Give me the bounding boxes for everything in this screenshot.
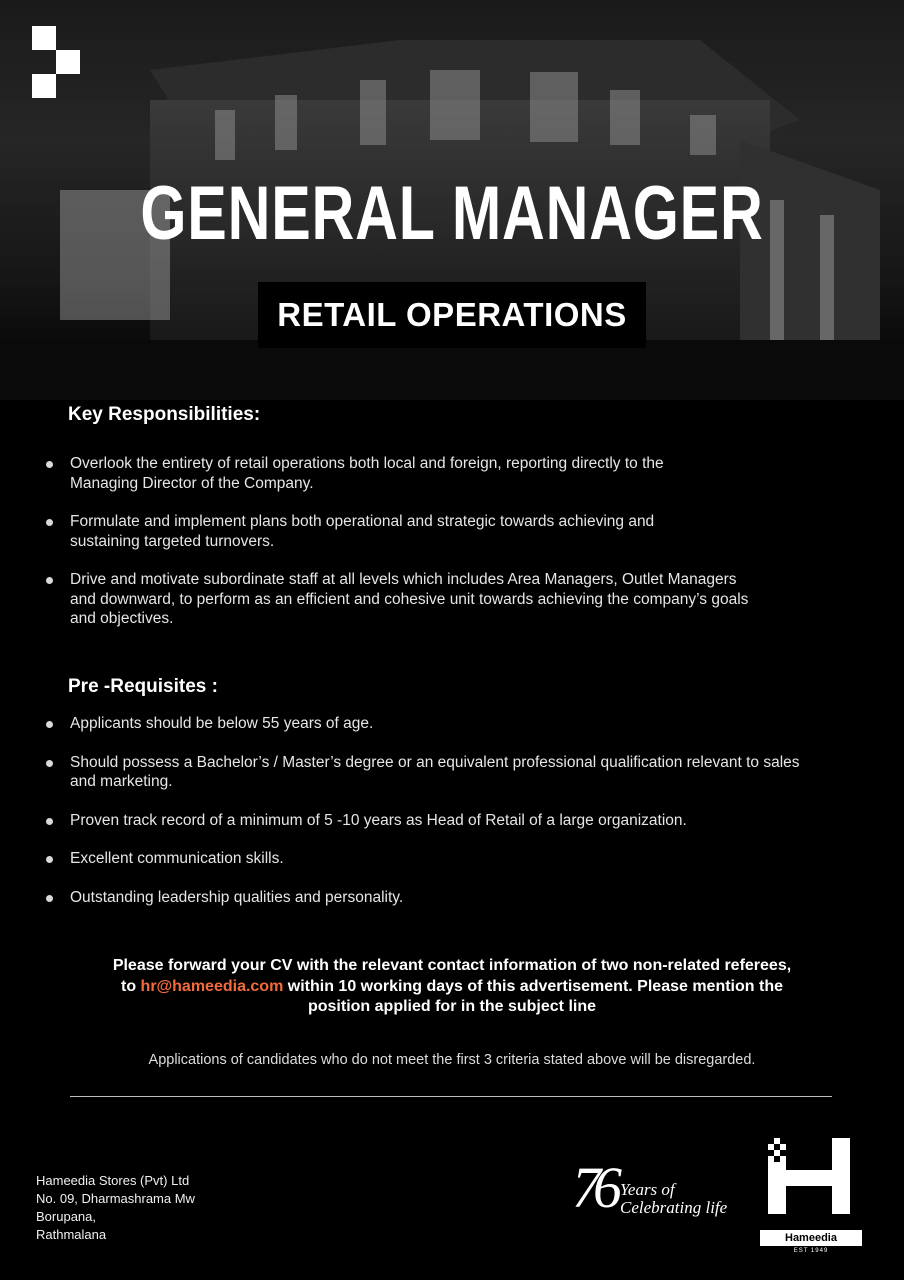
list-item: Excellent communication skills. bbox=[44, 849, 824, 869]
disregard-note: Applications of candidates who do not meet the first 3 criteria stated above will be disregarded. bbox=[148, 1052, 756, 1068]
brand-est: EST 1949 bbox=[793, 1248, 829, 1254]
list-item: Outstanding leadership qualities and personality. bbox=[44, 888, 824, 908]
h-crossbar bbox=[786, 1170, 832, 1186]
checker-logo-icon bbox=[32, 26, 80, 98]
company-address bbox=[36, 1172, 195, 1244]
list-item: Proven track record of a minimum of 5 -10 years as Head of Retail of a large organization. bbox=[44, 811, 824, 831]
list-item: Formulate and implement plans both operational and strategic towards achieving and sustaining targeted turnovers. bbox=[44, 512, 690, 551]
responsibilities-list bbox=[44, 454, 824, 629]
cta-line-2 bbox=[40, 977, 864, 998]
anniversary-number: 76 bbox=[572, 1155, 614, 1220]
address-line: No. 09, Dharmashrama Mw bbox=[36, 1191, 195, 1206]
checker-pattern bbox=[768, 1138, 786, 1162]
prerequisites-list bbox=[44, 714, 824, 907]
subtitle-banner bbox=[258, 282, 646, 348]
prerequisites-heading: Pre -Requisites : bbox=[68, 676, 218, 697]
divider bbox=[70, 1096, 832, 1097]
anniversary-line-1: Years of bbox=[620, 1180, 675, 1199]
brand-name: Hameedia bbox=[785, 1232, 837, 1244]
list-item: Applicants should be below 55 years of age. bbox=[44, 714, 824, 734]
page-title: GENERAL MANAGER bbox=[140, 171, 764, 256]
page-subtitle: RETAIL OPERATIONS bbox=[277, 296, 627, 333]
cta-line-1: Please forward your CV with the relevant contact information of two non-related referees, bbox=[112, 957, 792, 974]
anniversary-line-2: Celebrating life bbox=[620, 1198, 728, 1217]
application-instructions bbox=[40, 956, 864, 1018]
cta-line-2-rest: within 10 working days of this advertisement. Please mention the bbox=[283, 977, 783, 995]
list-item: Drive and motivate subordinate staff at all levels which includes Area Managers, Outlet Managers and downward, to perform as an efficient and cohesive unit towards achieving the company’s goals and objectives. bbox=[44, 570, 750, 629]
anniversary-logo bbox=[572, 1155, 732, 1230]
cta-to: to bbox=[121, 977, 141, 995]
list-item: Should possess a Bachelor’s / Master’s degree or an equivalent professional qualification relevant to sales and marketing. bbox=[44, 753, 810, 792]
h-right-stem bbox=[832, 1138, 850, 1214]
email-link[interactable]: hr@hameedia.com bbox=[140, 977, 284, 995]
hero-image bbox=[0, 0, 904, 400]
address-line: Rathmalana bbox=[36, 1227, 107, 1242]
cta-line-3: position applied for in the subject line bbox=[307, 998, 596, 1015]
list-item: Overlook the entirety of retail operations both local and foreign, reporting directly to the Managing Director of the Company. bbox=[44, 454, 695, 493]
address-line: Borupana, bbox=[36, 1209, 96, 1224]
address-line: Hameedia Stores (Pvt) Ltd bbox=[36, 1173, 190, 1188]
responsibilities-heading: Key Responsibilities: bbox=[68, 404, 261, 425]
hameedia-h-logo-icon bbox=[760, 1138, 862, 1256]
brand-name-bar bbox=[760, 1230, 862, 1246]
